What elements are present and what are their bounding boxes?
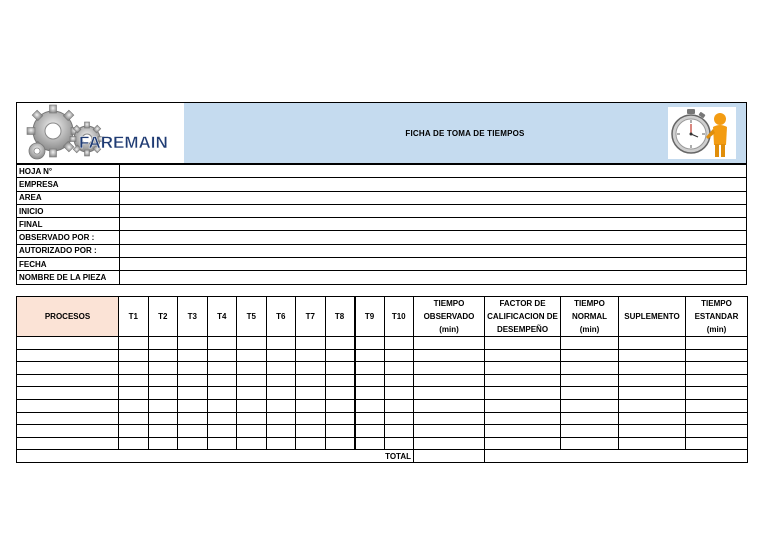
process-value-cell[interactable] <box>266 399 296 412</box>
process-name-cell[interactable] <box>17 349 119 362</box>
logo-text: FAREMAIN <box>79 133 168 152</box>
process-name-cell[interactable] <box>17 437 119 450</box>
form-header <box>16 102 747 164</box>
info-value-cell[interactable] <box>120 165 747 178</box>
process-value-cell[interactable] <box>414 399 485 412</box>
process-value-cell[interactable] <box>561 437 619 450</box>
process-value-cell[interactable] <box>325 425 355 438</box>
form-title: FICHA DE TOMA DE TIEMPOS <box>405 128 525 138</box>
process-value-cell[interactable] <box>619 399 686 412</box>
process-value-cell[interactable] <box>207 337 237 350</box>
process-value-cell[interactable] <box>384 337 414 350</box>
info-label: HOJA N° <box>17 165 120 178</box>
tiempo-normal-line1: TIEMPO <box>574 299 605 308</box>
process-value-cell[interactable] <box>325 362 355 375</box>
process-value-cell[interactable] <box>561 387 619 400</box>
info-value-cell[interactable] <box>120 191 747 204</box>
process-value-cell[interactable] <box>148 374 178 387</box>
process-value-cell[interactable] <box>325 412 355 425</box>
process-value-cell[interactable] <box>384 362 414 375</box>
process-value-cell[interactable] <box>414 374 485 387</box>
process-value-cell[interactable] <box>485 399 561 412</box>
process-value-cell[interactable] <box>485 337 561 350</box>
col-tiempo-observado <box>414 297 485 337</box>
col-tiempo-normal <box>561 297 619 337</box>
process-value-cell[interactable] <box>237 425 267 438</box>
process-value-cell[interactable] <box>178 437 208 450</box>
info-label: AUTORIZADO POR : <box>17 244 120 257</box>
info-label: EMPRESA <box>17 178 120 191</box>
process-value-cell[interactable] <box>686 337 748 350</box>
process-name-cell[interactable] <box>17 425 119 438</box>
col-t9: T9 <box>355 297 385 337</box>
process-value-cell[interactable] <box>355 387 385 400</box>
process-value-cell[interactable] <box>266 437 296 450</box>
process-value-cell[interactable] <box>686 437 748 450</box>
process-value-cell[interactable] <box>296 374 326 387</box>
tiempo-observado-line1: TIEMPO <box>433 299 465 308</box>
process-table <box>16 296 748 463</box>
process-value-cell[interactable] <box>207 399 237 412</box>
process-name-cell[interactable] <box>17 362 119 375</box>
total-label: TOTAL <box>17 450 414 463</box>
info-table <box>16 164 747 285</box>
process-value-cell[interactable] <box>178 374 208 387</box>
process-value-cell[interactable] <box>296 425 326 438</box>
process-value-cell[interactable] <box>485 437 561 450</box>
process-value-cell[interactable] <box>384 399 414 412</box>
total-row <box>17 450 748 463</box>
process-value-cell[interactable] <box>237 412 267 425</box>
process-value-cell[interactable] <box>355 349 385 362</box>
process-value-cell[interactable] <box>207 437 237 450</box>
process-row <box>17 437 748 450</box>
process-value-cell[interactable] <box>619 425 686 438</box>
tiempo-normal-line2: NORMAL <box>571 312 608 321</box>
col-t10: T10 <box>384 297 414 337</box>
col-tiempo-estandar <box>686 297 748 337</box>
process-value-cell[interactable] <box>355 425 385 438</box>
process-value-cell[interactable] <box>619 349 686 362</box>
process-value-cell[interactable] <box>207 425 237 438</box>
process-value-cell[interactable] <box>119 337 149 350</box>
process-value-cell[interactable] <box>148 349 178 362</box>
process-value-cell[interactable] <box>686 349 748 362</box>
process-row <box>17 374 748 387</box>
process-value-cell[interactable] <box>296 412 326 425</box>
process-value-cell[interactable] <box>384 349 414 362</box>
info-row <box>17 191 747 204</box>
info-label: NOMBRE DE LA PIEZA <box>17 271 120 284</box>
process-value-cell[interactable] <box>561 399 619 412</box>
process-value-cell[interactable] <box>325 349 355 362</box>
process-value-cell[interactable] <box>119 412 149 425</box>
process-value-cell[interactable] <box>355 399 385 412</box>
process-value-cell[interactable] <box>119 374 149 387</box>
process-value-cell[interactable] <box>237 437 267 450</box>
process-value-cell[interactable] <box>237 349 267 362</box>
tiempo-estandar-line2: ESTANDAR <box>694 312 739 321</box>
process-row <box>17 412 748 425</box>
process-value-cell[interactable] <box>561 337 619 350</box>
process-value-cell[interactable] <box>119 425 149 438</box>
col-t7: T7 <box>296 297 326 337</box>
process-value-cell[interactable] <box>237 362 267 375</box>
process-value-cell[interactable] <box>561 425 619 438</box>
process-value-cell[interactable] <box>119 399 149 412</box>
factor-line1: FACTOR DE <box>499 299 546 308</box>
process-value-cell[interactable] <box>355 337 385 350</box>
process-value-cell[interactable] <box>686 362 748 375</box>
process-value-cell[interactable] <box>686 412 748 425</box>
info-value-cell[interactable] <box>120 204 747 217</box>
process-value-cell[interactable] <box>178 425 208 438</box>
info-row <box>17 271 747 284</box>
process-value-cell[interactable] <box>266 387 296 400</box>
process-value-cell[interactable] <box>178 349 208 362</box>
process-value-cell[interactable] <box>237 337 267 350</box>
col-suplemento: SUPLEMENTO <box>619 297 686 337</box>
process-value-cell[interactable] <box>384 437 414 450</box>
process-value-cell[interactable] <box>296 362 326 375</box>
faremain-logo <box>17 103 184 163</box>
info-value-cell[interactable] <box>120 244 747 257</box>
info-value-cell[interactable] <box>120 271 747 284</box>
process-value-cell[interactable] <box>325 387 355 400</box>
info-row <box>17 231 747 244</box>
process-value-cell[interactable] <box>485 412 561 425</box>
info-label: FECHA <box>17 258 120 271</box>
process-name-cell[interactable] <box>17 387 119 400</box>
process-value-cell[interactable] <box>266 425 296 438</box>
col-procesos: PROCESOS <box>17 297 119 337</box>
info-row <box>17 244 747 257</box>
process-value-cell[interactable] <box>414 387 485 400</box>
process-value-cell[interactable] <box>384 374 414 387</box>
stopwatch-person-icon <box>668 107 736 159</box>
process-value-cell[interactable] <box>355 412 385 425</box>
process-row <box>17 337 748 350</box>
process-row <box>17 387 748 400</box>
process-value-cell[interactable] <box>485 362 561 375</box>
process-value-cell[interactable] <box>266 337 296 350</box>
process-value-cell[interactable] <box>619 412 686 425</box>
process-value-cell[interactable] <box>619 387 686 400</box>
process-value-cell[interactable] <box>148 425 178 438</box>
process-value-cell[interactable] <box>296 399 326 412</box>
process-name-cell[interactable] <box>17 337 119 350</box>
tiempo-estandar-line1: TIEMPO <box>701 299 732 308</box>
process-value-cell[interactable] <box>296 349 326 362</box>
info-row <box>17 218 747 231</box>
process-value-cell[interactable] <box>325 337 355 350</box>
info-value-cell[interactable] <box>120 218 747 231</box>
tiempo-estandar-line3: (min) <box>706 325 727 334</box>
process-value-cell[interactable] <box>619 437 686 450</box>
process-value-cell[interactable] <box>207 374 237 387</box>
info-row <box>17 258 747 271</box>
col-t2: T2 <box>148 297 178 337</box>
factor-line2: CALIFICACION DE <box>487 312 558 321</box>
info-value-cell[interactable] <box>120 231 747 244</box>
process-value-cell[interactable] <box>561 374 619 387</box>
tiempo-observado-line3: (min) <box>439 325 459 334</box>
process-value-cell[interactable] <box>266 374 296 387</box>
info-value-cell[interactable] <box>120 258 747 271</box>
process-value-cell[interactable] <box>355 374 385 387</box>
title-band <box>184 103 746 163</box>
process-value-cell[interactable] <box>414 362 485 375</box>
process-value-cell[interactable] <box>561 412 619 425</box>
col-t6: T6 <box>266 297 296 337</box>
process-value-cell[interactable] <box>178 387 208 400</box>
col-factor-calificacion <box>485 297 561 337</box>
process-value-cell[interactable] <box>325 399 355 412</box>
factor-line3: DESEMPEÑO <box>496 325 549 334</box>
process-value-cell[interactable] <box>686 387 748 400</box>
process-value-cell[interactable] <box>178 399 208 412</box>
info-value-cell[interactable] <box>120 178 747 191</box>
process-value-cell[interactable] <box>148 399 178 412</box>
process-value-cell[interactable] <box>119 437 149 450</box>
process-header-row <box>17 297 748 337</box>
process-value-cell[interactable] <box>485 387 561 400</box>
process-value-cell[interactable] <box>207 387 237 400</box>
process-row <box>17 349 748 362</box>
process-value-cell[interactable] <box>355 362 385 375</box>
process-value-cell[interactable] <box>237 387 267 400</box>
process-value-cell[interactable] <box>178 337 208 350</box>
process-value-cell[interactable] <box>384 412 414 425</box>
process-value-cell[interactable] <box>686 425 748 438</box>
process-value-cell[interactable] <box>325 437 355 450</box>
col-t1: T1 <box>119 297 149 337</box>
process-value-cell[interactable] <box>414 437 485 450</box>
process-value-cell[interactable] <box>414 337 485 350</box>
process-value-cell[interactable] <box>686 374 748 387</box>
process-value-cell[interactable] <box>148 387 178 400</box>
process-value-cell[interactable] <box>355 437 385 450</box>
process-name-cell[interactable] <box>17 399 119 412</box>
process-row <box>17 425 748 438</box>
info-row <box>17 178 747 191</box>
process-name-cell[interactable] <box>17 374 119 387</box>
process-value-cell[interactable] <box>296 437 326 450</box>
process-value-cell[interactable] <box>237 374 267 387</box>
info-label: OBSERVADO POR : <box>17 231 120 244</box>
process-value-cell[interactable] <box>414 425 485 438</box>
process-value-cell[interactable] <box>119 387 149 400</box>
info-label: AREA <box>17 191 120 204</box>
info-label: FINAL <box>17 218 120 231</box>
process-value-cell[interactable] <box>619 337 686 350</box>
process-value-cell[interactable] <box>414 412 485 425</box>
process-value-cell[interactable] <box>384 387 414 400</box>
col-t8: T8 <box>325 297 355 337</box>
process-value-cell[interactable] <box>148 337 178 350</box>
process-value-cell[interactable] <box>207 362 237 375</box>
process-row <box>17 362 748 375</box>
process-value-cell[interactable] <box>296 337 326 350</box>
process-value-cell[interactable] <box>561 362 619 375</box>
process-value-cell[interactable] <box>207 349 237 362</box>
process-value-cell[interactable] <box>207 412 237 425</box>
total-value-cell[interactable] <box>414 450 485 463</box>
process-row <box>17 399 748 412</box>
process-value-cell[interactable] <box>178 362 208 375</box>
info-row <box>17 165 747 178</box>
process-value-cell[interactable] <box>178 412 208 425</box>
process-value-cell[interactable] <box>119 349 149 362</box>
process-value-cell[interactable] <box>266 349 296 362</box>
process-value-cell[interactable] <box>266 362 296 375</box>
process-value-cell[interactable] <box>296 387 326 400</box>
process-value-cell[interactable] <box>148 437 178 450</box>
info-row <box>17 204 747 217</box>
process-value-cell[interactable] <box>619 374 686 387</box>
col-t4: T4 <box>207 297 237 337</box>
tiempo-normal-line3: (min) <box>579 325 600 334</box>
process-value-cell[interactable] <box>485 349 561 362</box>
process-value-cell[interactable] <box>266 412 296 425</box>
process-value-cell[interactable] <box>485 374 561 387</box>
process-value-cell[interactable] <box>686 399 748 412</box>
info-label: INICIO <box>17 204 120 217</box>
col-t5: T5 <box>237 297 267 337</box>
process-value-cell[interactable] <box>619 362 686 375</box>
col-t3: T3 <box>178 297 208 337</box>
gears-logo-icon <box>17 103 184 163</box>
process-value-cell[interactable] <box>485 425 561 438</box>
process-value-cell[interactable] <box>414 349 485 362</box>
process-value-cell[interactable] <box>561 349 619 362</box>
process-value-cell[interactable] <box>148 412 178 425</box>
process-value-cell[interactable] <box>325 374 355 387</box>
process-value-cell[interactable] <box>384 425 414 438</box>
total-empty-cell <box>485 450 748 463</box>
process-value-cell[interactable] <box>119 362 149 375</box>
process-value-cell[interactable] <box>237 399 267 412</box>
process-name-cell[interactable] <box>17 412 119 425</box>
process-value-cell[interactable] <box>148 362 178 375</box>
tiempo-observado-line2: OBSERVADO <box>423 312 475 321</box>
